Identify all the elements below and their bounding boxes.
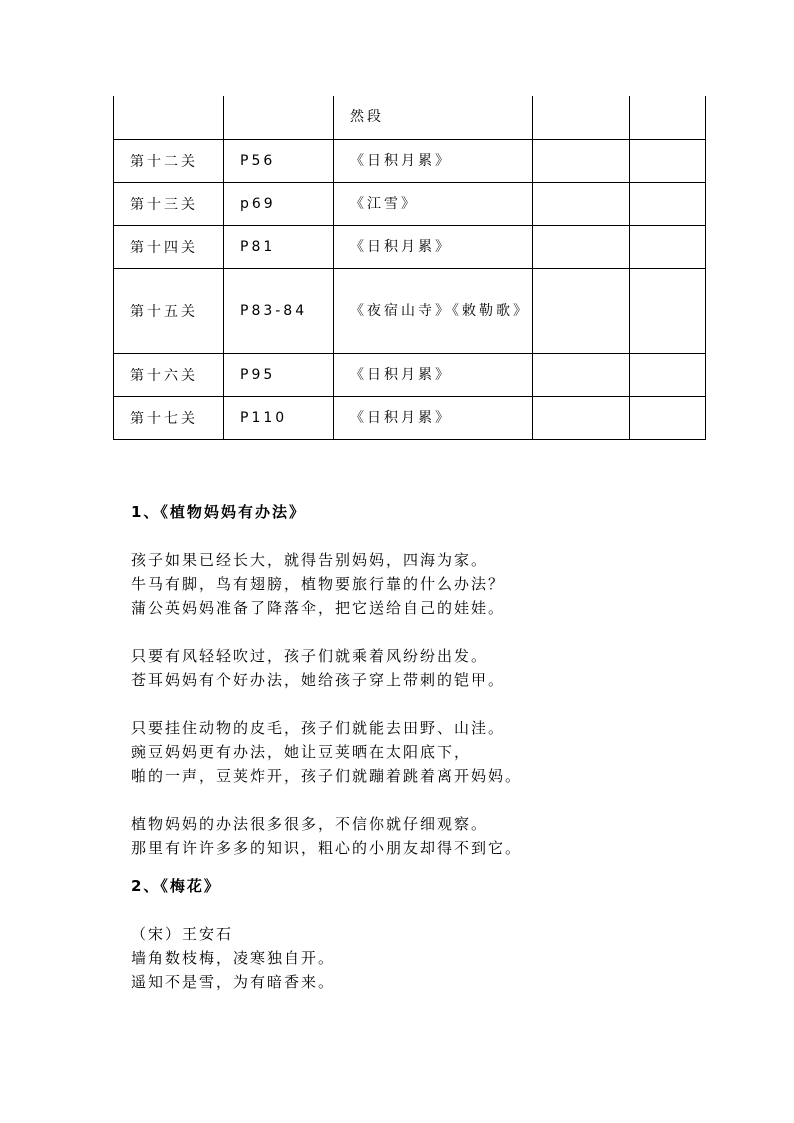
page-cell: P83-84 <box>224 268 334 353</box>
poem-line: 只要挂住动物的皮毛，孩子们就能去田野、山洼。 <box>131 719 506 737</box>
level-cell <box>114 96 224 139</box>
level-cell: 第十六关 <box>114 353 224 396</box>
empty-cell <box>533 268 630 353</box>
poem-line: 啪的一声，豆荚炸开，孩子们就蹦着跳着离开妈妈。 <box>131 767 523 785</box>
empty-cell <box>630 139 706 182</box>
poem-line: 植物妈妈的办法很多很多，不信你就仔细观察。 <box>131 815 489 833</box>
empty-cell <box>630 225 706 268</box>
empty-cell <box>533 96 630 139</box>
page-cell <box>224 96 334 139</box>
table-row <box>114 396 706 439</box>
poem-heading: 2、《梅花》 <box>131 877 221 895</box>
level-cell: 第十五关 <box>114 268 224 353</box>
level-cell: 第十七关 <box>114 396 224 439</box>
table-row <box>114 353 706 396</box>
empty-cell <box>630 396 706 439</box>
page-cell: P56 <box>224 139 334 182</box>
table-row <box>114 268 706 353</box>
content-cell: 《日积月累》 <box>334 353 533 396</box>
table-row <box>114 225 706 268</box>
reading-schedule-table <box>113 96 706 440</box>
level-cell: 第十四关 <box>114 225 224 268</box>
poem-line: 只要有风轻轻吹过，孩子们就乘着风纷纷出发。 <box>131 647 489 665</box>
content-cell: 《日积月累》 <box>334 225 533 268</box>
empty-cell <box>630 353 706 396</box>
empty-cell <box>533 353 630 396</box>
content-cell: 《夜宿山寺》《敕勒歌》 <box>334 268 533 353</box>
level-cell: 第十二关 <box>114 139 224 182</box>
poem-line: 豌豆妈妈更有办法，她让豆荚晒在太阳底下， <box>131 743 472 761</box>
poem-heading: 1、《植物妈妈有办法》 <box>131 503 306 521</box>
poem-line: 遥知不是雪，为有暗香来。 <box>131 973 336 991</box>
content-cell: 《日积月累》 <box>334 139 533 182</box>
poem-line: 墙角数枝梅，凌寒独自开。 <box>131 949 336 967</box>
poem-line: 苍耳妈妈有个好办法，她给孩子穿上带刺的铠甲。 <box>131 671 506 689</box>
empty-cell <box>533 182 630 225</box>
poem-section <box>131 500 771 994</box>
empty-cell <box>533 225 630 268</box>
poem-line: 孩子如果已经长大，就得告别妈妈，四海为家。 <box>131 551 489 569</box>
empty-cell <box>533 139 630 182</box>
empty-cell <box>630 182 706 225</box>
level-cell: 第十三关 <box>114 182 224 225</box>
poem-author: （宋）王安石 <box>131 925 234 943</box>
page-cell: p69 <box>224 182 334 225</box>
page-cell: P110 <box>224 396 334 439</box>
content-cell: 《江雪》 <box>334 182 533 225</box>
content-cell: 然段 <box>334 96 533 139</box>
empty-cell <box>630 96 706 139</box>
poem-line: 那里有许许多多的知识，粗心的小朋友却得不到它。 <box>131 839 523 857</box>
content-cell: 《日积月累》 <box>334 396 533 439</box>
table-row <box>114 139 706 182</box>
table-row <box>114 96 706 139</box>
poem-line: 蒲公英妈妈准备了降落伞，把它送给自己的娃娃。 <box>131 599 506 617</box>
poem-line: 牛马有脚，鸟有翅膀，植物要旅行靠的什么办法？ <box>131 575 506 593</box>
table-row <box>114 182 706 225</box>
page-cell: P95 <box>224 353 334 396</box>
empty-cell <box>630 268 706 353</box>
empty-cell <box>533 396 630 439</box>
page-cell: P81 <box>224 225 334 268</box>
